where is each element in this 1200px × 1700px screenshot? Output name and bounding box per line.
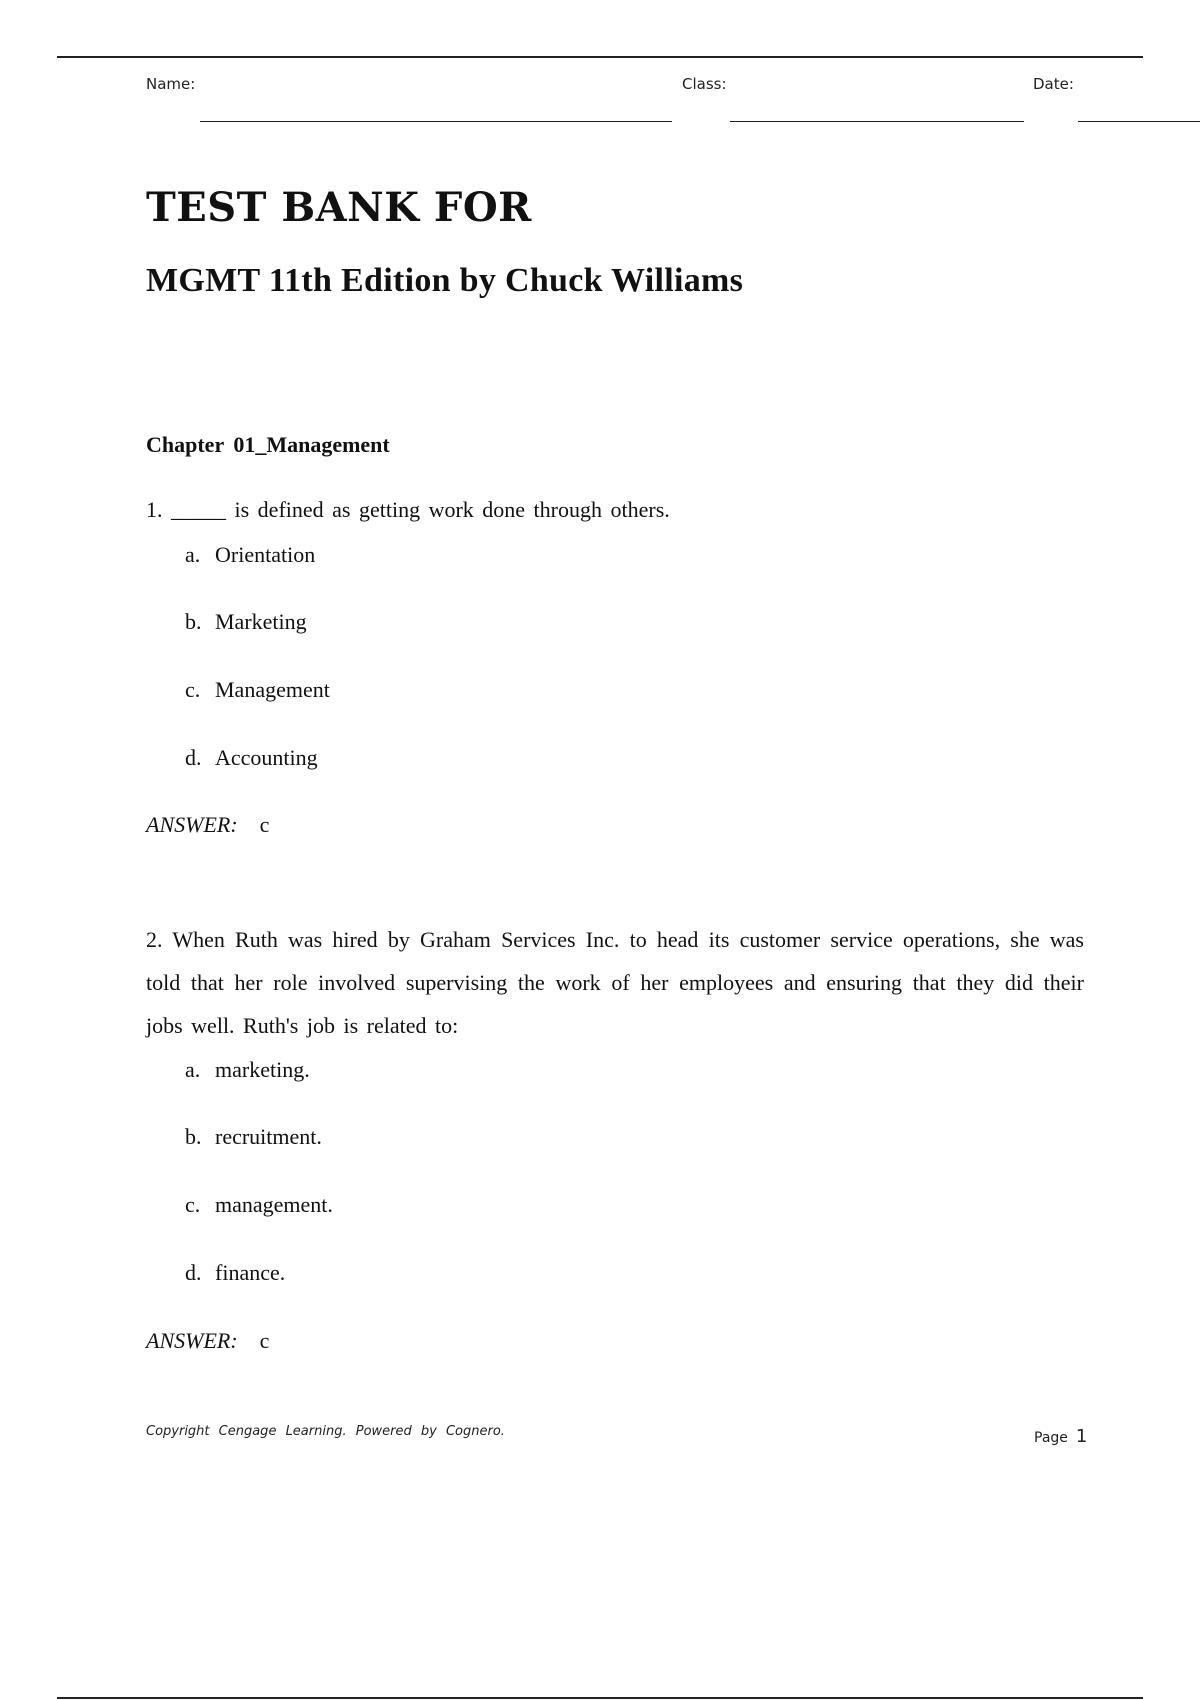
option-letter: b. <box>185 1124 202 1149</box>
date-blank-line <box>1078 121 1200 122</box>
option-text: marketing. <box>215 1057 310 1082</box>
page-number-value: 1 <box>1075 1426 1088 1447</box>
question-2 <box>146 918 1084 1047</box>
name-label: Name: <box>146 75 196 93</box>
question-text: When Ruth was hired by Graham Services Inc. to head its customer service operations, she was told that her role involved supervising the work of her employees and ensuring that they did their jobs well. Ruth's job is related to: <box>146 927 1084 1038</box>
option-text: Accounting <box>215 745 318 770</box>
copyright-notice: Copyright Cengage Learning. Powered by Cognero. <box>146 1424 505 1439</box>
option-text: management. <box>215 1192 333 1217</box>
option-letter: b. <box>185 609 202 634</box>
question-2-option-d <box>185 1260 285 1286</box>
option-text: Marketing <box>215 609 307 634</box>
option-text: Orientation <box>215 542 316 567</box>
chapter-heading: Chapter 01_Management <box>146 432 390 457</box>
name-blank-line <box>200 121 672 122</box>
answer-value: c <box>259 1328 270 1353</box>
question-1-answer <box>146 812 269 838</box>
question-2-answer <box>146 1328 269 1354</box>
question-2-option-a <box>185 1057 310 1083</box>
question-1-option-d <box>185 745 318 771</box>
option-text: finance. <box>215 1260 286 1285</box>
question-number: 2. <box>146 927 163 952</box>
question-1 <box>146 488 1084 531</box>
option-text: recruitment. <box>215 1124 322 1149</box>
question-1-option-a <box>185 542 315 568</box>
date-label: Date: <box>1033 75 1074 93</box>
option-text: Management <box>215 677 330 702</box>
page-title: TEST BANK FOR <box>146 184 532 231</box>
option-letter: d. <box>185 745 202 770</box>
option-letter: c. <box>185 1192 201 1217</box>
question-1-option-c <box>185 677 330 703</box>
question-2-option-b <box>185 1124 322 1150</box>
top-rule <box>57 56 1143 58</box>
answer-value: c <box>259 812 270 837</box>
question-2-option-c <box>185 1192 333 1218</box>
question-1-option-b <box>185 609 307 635</box>
option-letter: c. <box>185 677 201 702</box>
option-letter: d. <box>185 1260 202 1285</box>
question-number: 1. <box>146 497 163 522</box>
page-number <box>1034 1426 1087 1447</box>
book-subtitle: MGMT 11th Edition by Chuck Williams <box>146 262 744 299</box>
bottom-rule <box>57 1697 1143 1699</box>
page-label: Page <box>1034 1430 1068 1446</box>
option-letter: a. <box>185 1057 201 1082</box>
answer-label: ANSWER: <box>146 812 238 837</box>
class-blank-line <box>730 121 1024 122</box>
answer-label: ANSWER: <box>146 1328 238 1353</box>
question-text: _____ is defined as getting work done through others. <box>171 497 670 522</box>
class-label: Class: <box>682 75 727 93</box>
option-letter: a. <box>185 542 201 567</box>
